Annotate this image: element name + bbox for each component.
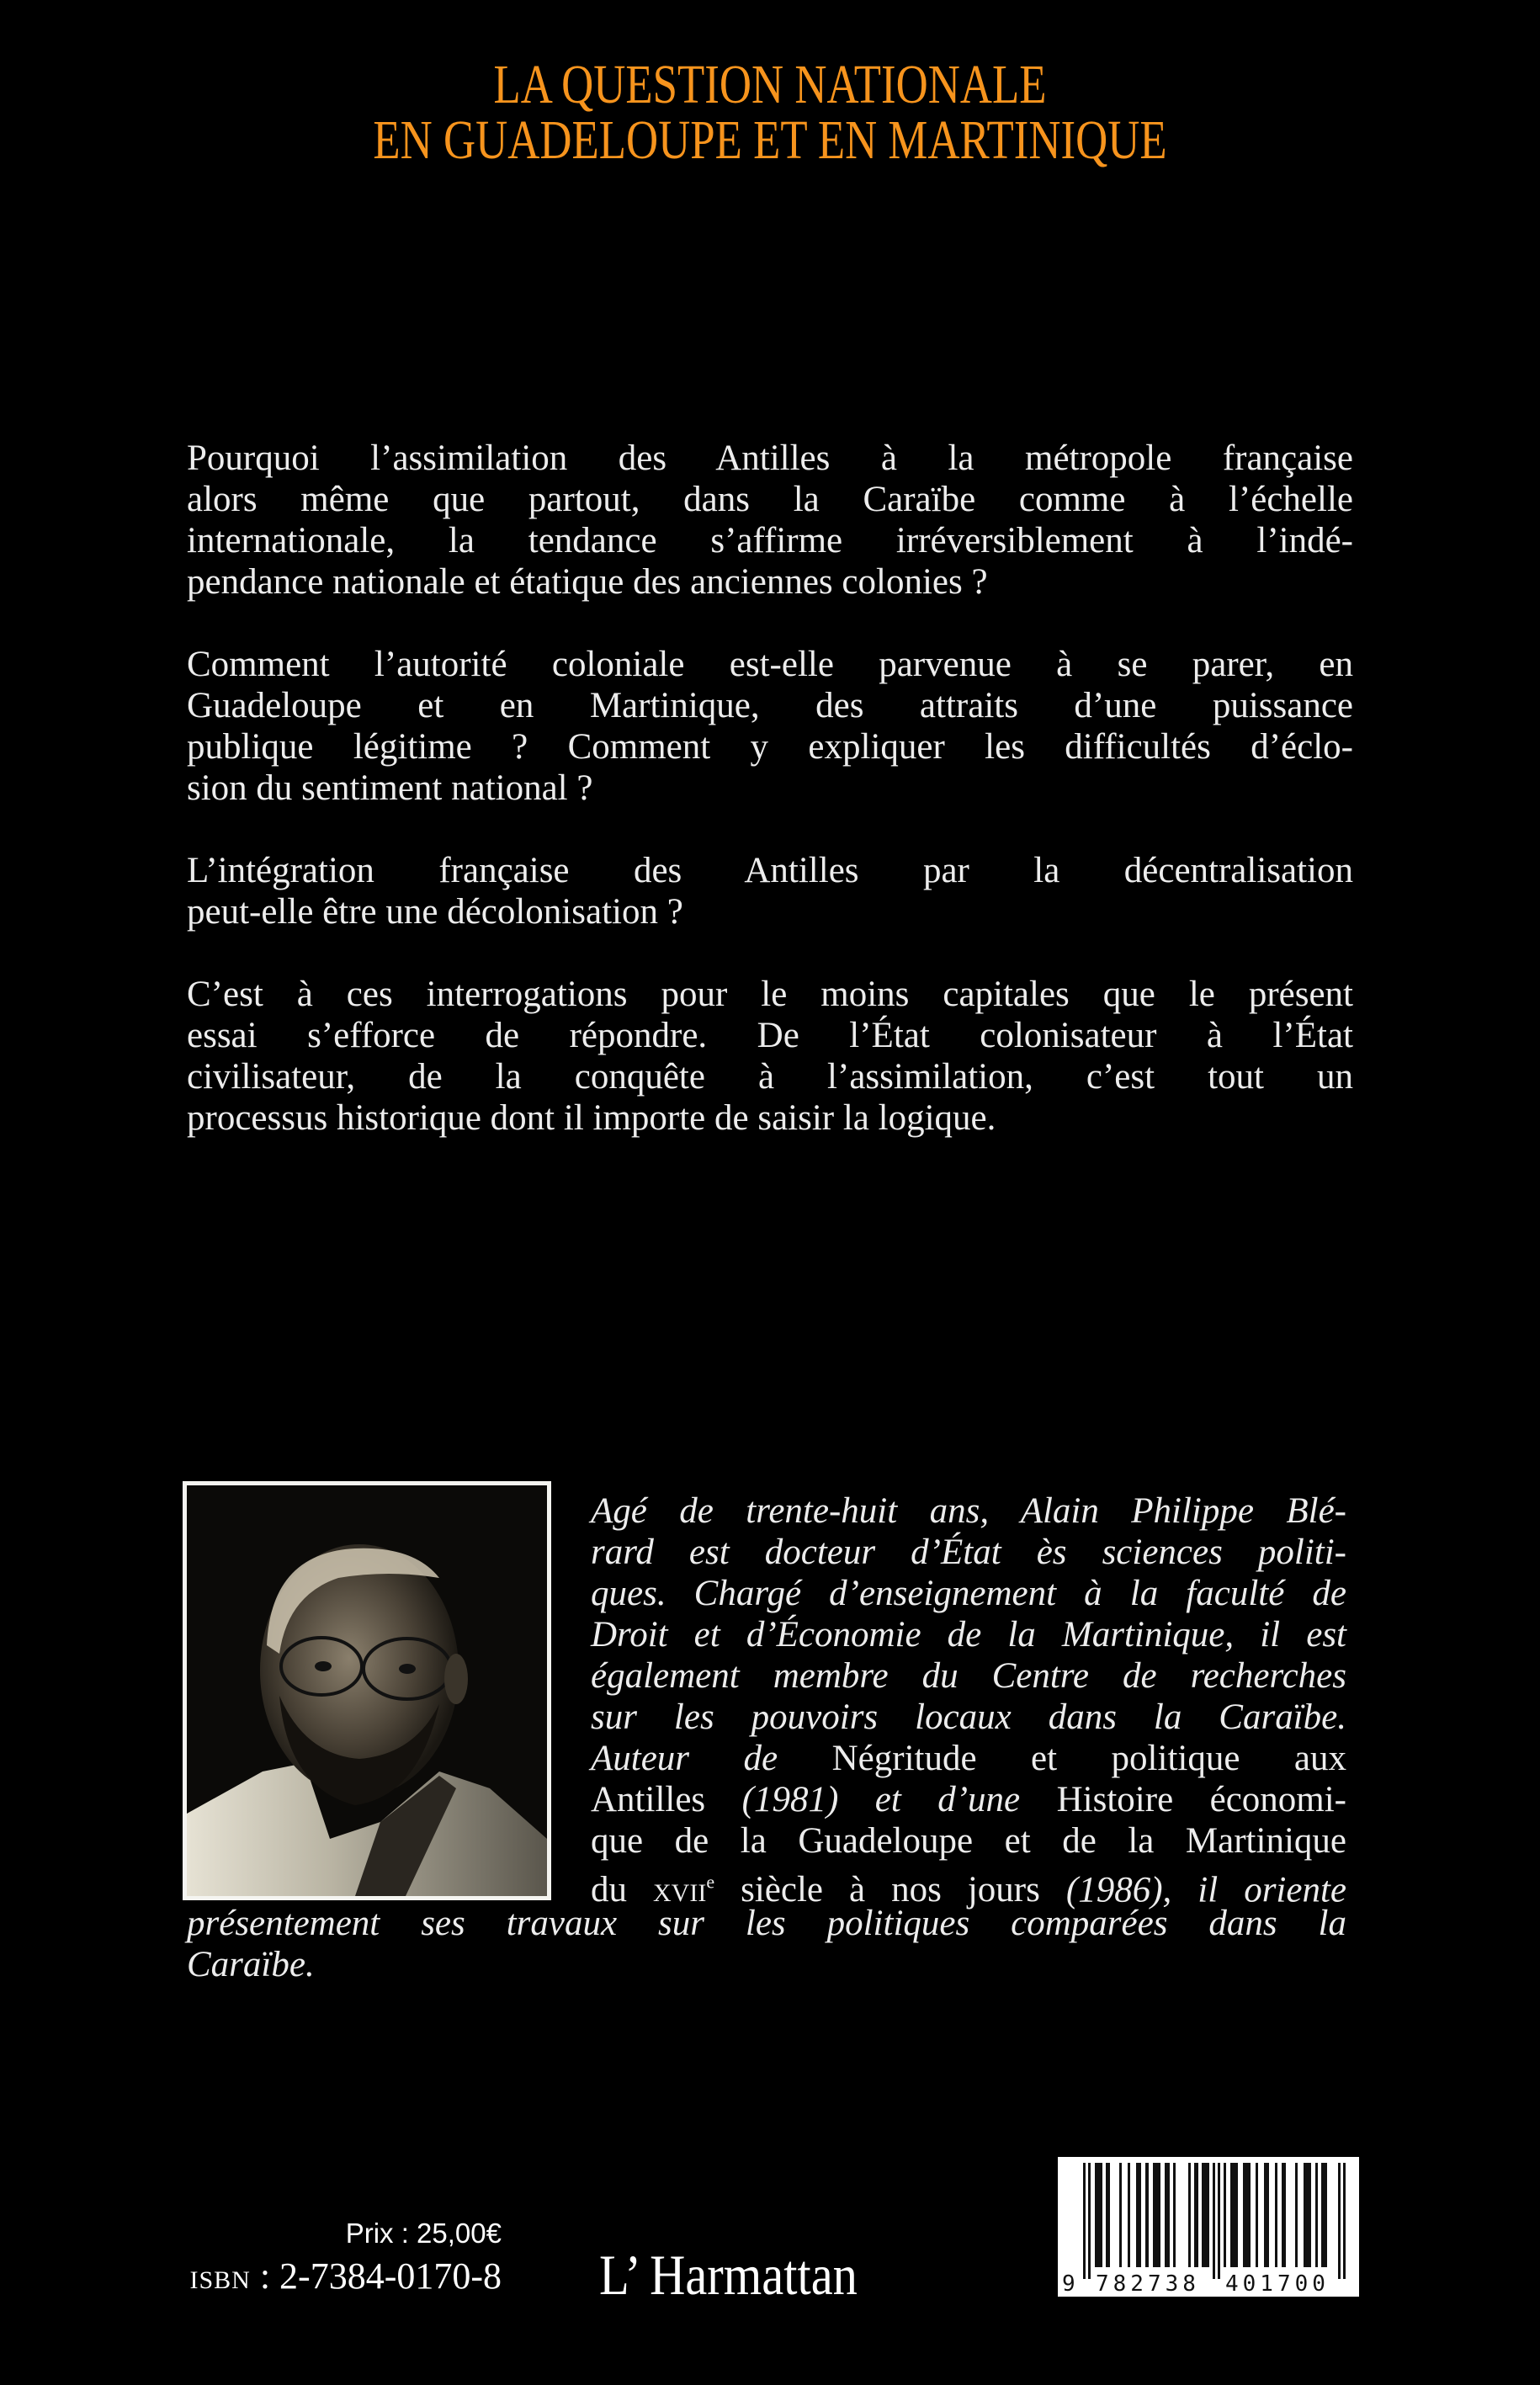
blurb-line: essai s’efforce de répondre. De l’État colonisateur à l’État	[187, 1016, 1353, 1055]
isbn	[168, 2257, 502, 2300]
blurb-line: processus historique dont il importe de saisir la logique.	[187, 1098, 996, 1138]
book-title	[0, 54, 1540, 171]
blurb-line: civilisateur, de la conquête à l’assimilation, c’est tout un	[187, 1057, 1353, 1097]
blurb-paragraph-4	[187, 974, 1353, 1139]
author-bio	[591, 1490, 1346, 1910]
bio-line: rard est docteur d’État ès sciences politi-	[591, 1532, 1346, 1572]
book-reference: Histoire économi-	[1056, 1780, 1347, 1819]
bio-text: Auteur de	[591, 1739, 778, 1778]
bio-text: (1981) et d’une	[741, 1780, 1021, 1819]
bio-line	[591, 1779, 1346, 1820]
blurb-line: sion du sentiment national ?	[187, 768, 593, 808]
bio-text: siècle à nos jours	[741, 1870, 1040, 1910]
publisher-logo: L’ Harmattan	[599, 2243, 858, 2307]
bio-line: ques. Chargé d’enseignement à la faculté de	[591, 1574, 1346, 1613]
barcode	[1058, 2157, 1359, 2297]
isbn-value: : 2-7384-0170-8	[259, 2255, 502, 2297]
barcode-icon	[1058, 2157, 1359, 2297]
barcode-left-digits: 782738	[1096, 2271, 1200, 2297]
price: Prix : 25,00€	[345, 2218, 502, 2249]
author-photo	[187, 1485, 547, 1896]
bio-line	[591, 1738, 1346, 1779]
blurb-line: internationale, la tendance s’affirme irréversiblement à l’indé-	[187, 521, 1353, 560]
isbn-label: ISBN	[189, 2266, 251, 2294]
blurb-line: Pourquoi l’assimilation des Antilles à la métropole française	[187, 438, 1353, 478]
bio-line: que de la Guadeloupe et de la Martinique	[591, 1821, 1346, 1861]
author-photo-frame	[183, 1481, 551, 1900]
book-reference: Antilles	[591, 1780, 706, 1819]
bio-line: Droit et d’Économie de la Martinique, il est	[591, 1615, 1346, 1655]
blurb-line: publique légitime ? Comment y expliquer les difficultés d’éclo-	[187, 727, 1353, 767]
barcode-right-digits: 401700	[1225, 2271, 1330, 2297]
bio-line: également membre du Centre de recherches	[591, 1656, 1346, 1696]
blurb-line: peut-elle être une décolonisation ?	[187, 892, 683, 932]
blurb-line: Comment l’autorité coloniale est-elle parvenue à se parer, en	[187, 645, 1353, 684]
blurb-paragraph-1	[187, 438, 1353, 603]
blurb-line: Guadeloupe et en Martinique, des attraits d’une puissance	[187, 686, 1353, 725]
bio-line: présentement ses travaux sur les politiques comparées dans la	[187, 1904, 1346, 1943]
century-numeral: xvii	[653, 1870, 707, 1910]
title-line-2: EN GUADELOUPE ET EN MARTINIQUE	[373, 109, 1167, 171]
blurb	[187, 438, 1353, 1180]
portrait-illustration	[187, 1485, 547, 1896]
title-line-1: LA QUESTION NATIONALE	[493, 54, 1047, 115]
blurb-paragraph-3	[187, 850, 1353, 932]
barcode-first-digit: 9	[1062, 2271, 1075, 2297]
author-bio-continued	[187, 1903, 1346, 1985]
blurb-line: pendance nationale et étatique des anciennes colonies ?	[187, 562, 988, 602]
blurb-line: C’est à ces interrogations pour le moins capitales que le présent	[187, 975, 1353, 1014]
bio-line: sur les pouvoirs locaux dans la Caraïbe.	[591, 1697, 1346, 1737]
bio-line: Agé de trente-huit ans, Alain Philippe Blé-	[591, 1491, 1346, 1531]
blurb-line: L’intégration française des Antilles par la décentralisation	[187, 851, 1353, 890]
bio-text: (1986), il oriente	[1065, 1870, 1346, 1910]
superscript: e	[706, 1872, 715, 1893]
blurb-line: alors même que partout, dans la Caraïbe comme à l’échelle	[187, 480, 1353, 519]
bio-text: du	[591, 1870, 627, 1910]
book-reference: Négritude et politique aux	[831, 1739, 1346, 1778]
blurb-paragraph-2	[187, 644, 1353, 809]
bio-line: Caraïbe.	[187, 1945, 315, 1984]
